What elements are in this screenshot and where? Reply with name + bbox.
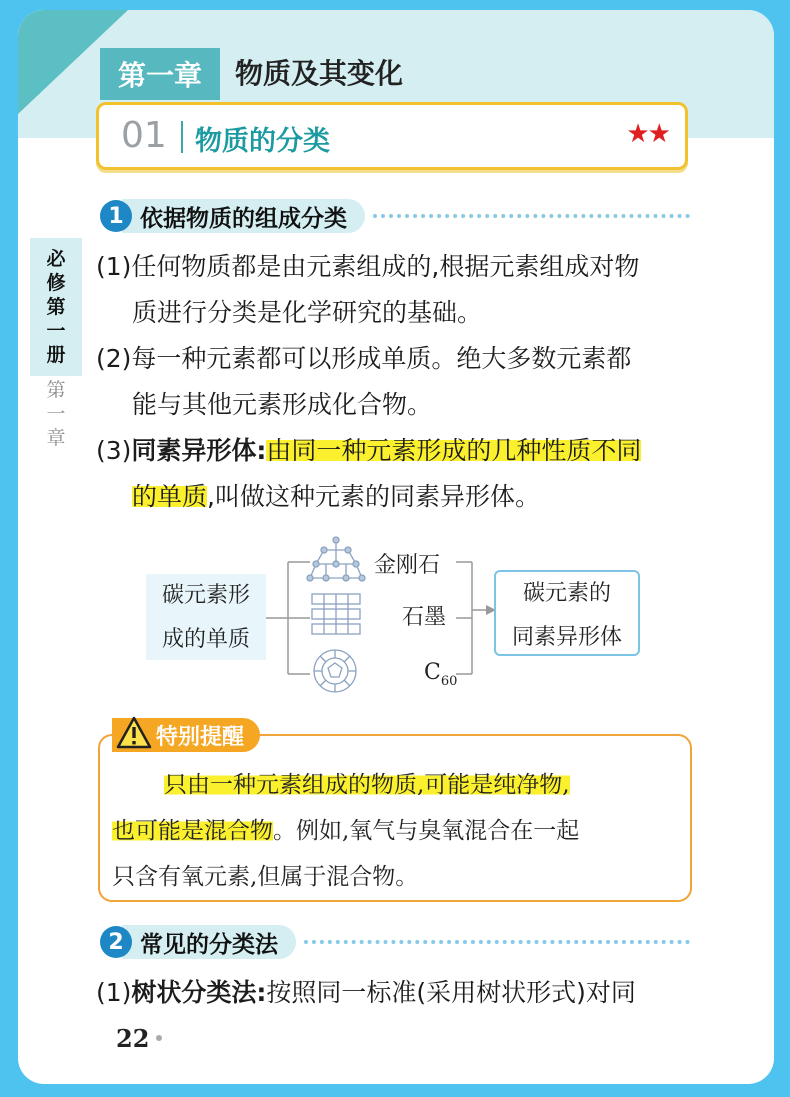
item-text: 质进行分类是化学研究的基础。 — [132, 298, 483, 327]
highlighted-text: 只由一种元素组成的物质,可能是纯净物, — [164, 772, 570, 798]
side-char: 册 — [46, 344, 66, 366]
item-prefix: (2) — [96, 344, 132, 373]
highlighted-text: 也可能是混合物 — [112, 818, 273, 844]
c60-subscript: 60 — [440, 674, 458, 689]
diamond-structure-icon — [306, 536, 366, 582]
diagram-text: 碳元素形 — [161, 583, 250, 608]
section-title-box — [96, 102, 688, 170]
side-char: 章 — [46, 427, 66, 449]
topic-1-item-1 — [96, 244, 696, 336]
special-note-text — [112, 762, 678, 900]
term-label: 同素异形体: — [131, 436, 267, 465]
warning-icon — [116, 716, 152, 750]
note-text: 。例如,氧气与臭氧混合在一起 — [273, 818, 580, 844]
topic-number-badge: 2 — [100, 926, 132, 958]
diagram-result-box — [494, 570, 640, 656]
item-text: 每一种元素都可以形成单质。绝大多数元素都 — [131, 344, 632, 373]
item-text: 按照同一标准(采用树状形式)对同 — [266, 978, 636, 1007]
section-title: 物质的分类 — [195, 126, 330, 157]
dotted-rule — [373, 214, 690, 218]
diagram-text: 碳元素的 — [522, 581, 611, 606]
page-number: 22 — [116, 1024, 150, 1053]
graphite-structure-icon — [308, 590, 364, 638]
term-label: 树状分类法: — [131, 978, 267, 1007]
side-char: 修 — [46, 272, 66, 294]
side-char: 第 — [46, 296, 66, 318]
page-dot — [156, 1035, 162, 1041]
section-divider — [181, 121, 183, 153]
item-prefix: (1) — [96, 252, 132, 281]
side-char: 必 — [46, 248, 66, 270]
topic-2-heading — [100, 922, 690, 962]
c60-label — [424, 660, 457, 689]
highlighted-text: 由同一种元素形成的几种性质不同 — [266, 436, 642, 465]
side-char: 一 — [46, 320, 66, 342]
side-tab-chapter — [30, 376, 82, 452]
graphite-label: 石墨 — [402, 605, 447, 630]
item-prefix: (3) — [96, 436, 132, 465]
item-text: ,叫做这种元素的同素异形体。 — [207, 482, 540, 511]
highlighted-text: 的单质 — [132, 482, 208, 511]
fullerene-structure-icon — [310, 646, 360, 696]
diagram-text: 同素异形体 — [511, 625, 622, 650]
diamond-label: 金刚石 — [374, 553, 441, 578]
topic-2-item-1 — [96, 970, 696, 1016]
dotted-rule — [304, 940, 690, 944]
chapter-title: 物质及其变化 — [235, 57, 404, 90]
topic-title: 依据物质的组成分类 — [122, 199, 365, 233]
diagram-text: 成的单质 — [161, 627, 250, 652]
topic-1-item-3 — [96, 428, 696, 520]
item-text: 能与其他元素形成化合物。 — [132, 390, 433, 419]
chapter-tab: 第一章 — [100, 48, 220, 100]
topic-1-item-2 — [96, 336, 696, 428]
diagram-source-box — [146, 574, 266, 660]
section-number: 01 — [121, 115, 167, 156]
topic-1-heading — [100, 196, 690, 236]
topic-title: 常见的分类法 — [122, 925, 296, 959]
side-char: 第 — [46, 379, 66, 401]
special-note-tag: 特别提醒 — [112, 718, 260, 752]
item-prefix: (1) — [96, 978, 132, 1007]
c60-base: C — [424, 660, 441, 685]
item-text: 任何物质都是由元素组成的,根据元素组成对物 — [131, 252, 640, 281]
topic-number-badge: 1 — [100, 200, 132, 232]
side-char: 一 — [46, 403, 66, 425]
note-text: 只含有氧元素,但属于混合物。 — [112, 864, 419, 890]
side-tab-book — [30, 238, 82, 376]
difficulty-stars: ★★ — [626, 119, 669, 149]
